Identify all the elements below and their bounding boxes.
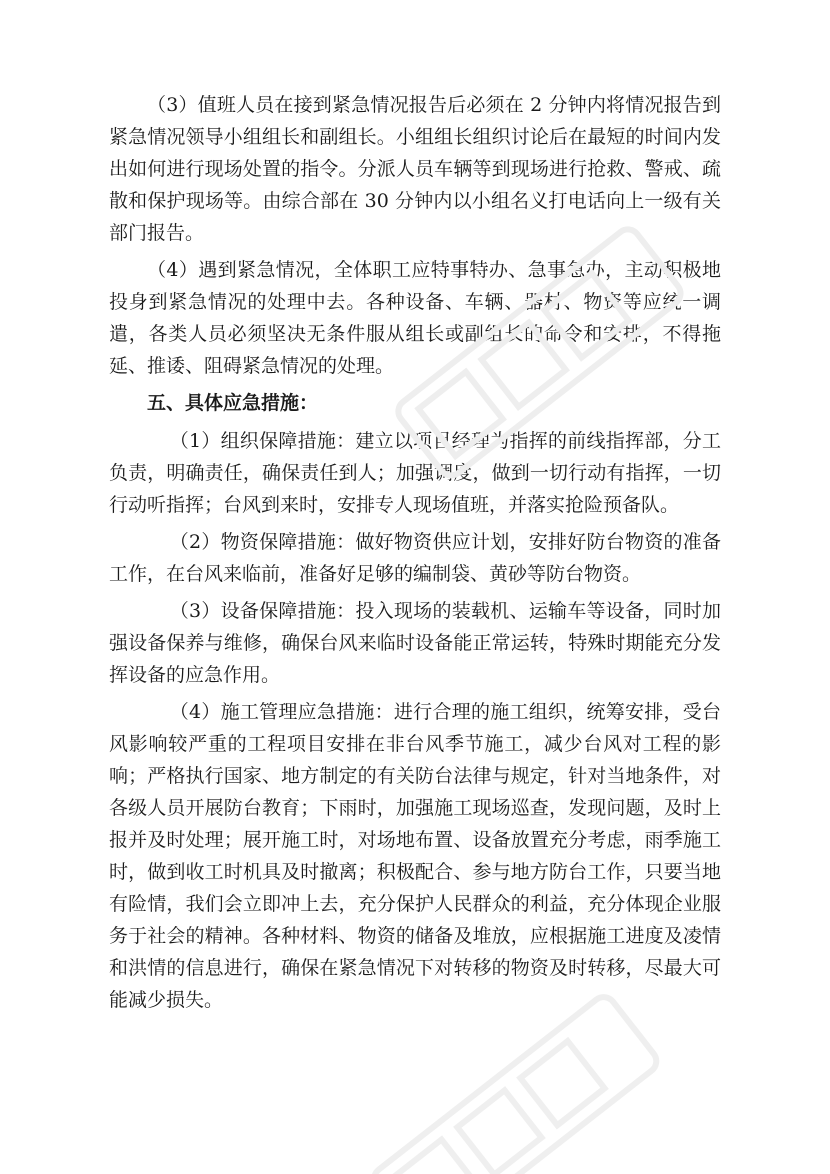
paragraph-all-staff: （4）遇到紧急情况，全体职工应特事特办、急事急办，主动积极地投身到紧急情况的处理中去。各种设备、车辆、器材、物资等应统一调遣，各类人员必须坚决无条件服从组长或副组长的命令和安排，不得拖延、推诿、阻碍紧急情况的处理。 xyxy=(109,259,721,377)
paragraph-duty-report: （3）值班人员在接到紧急情况报告后必须在 2 分钟内将情况报告到紧急情况领导小组组长和副组长。小组组长组织讨论后在最短的时间内发出如何进行现场处置的指令。分派人员车辆等到现场进行抢救、警戒、疏散和保护现场等。由综合部在 30 分钟内以小组名义打电话向上一级有关部门报告。 xyxy=(109,94,721,244)
measure-equipment: （3）设备保障措施：投入现场的装载机、运输车等设备，同时加强设备保养与维修，确保台风来临时设备能正常运转，特殊时期能充分发挥设备的应急作用。 xyxy=(109,600,721,686)
document-body xyxy=(109,89,721,1021)
measure-materials: （2）物资保障措施：做好物资供应计划，安排好防台物资的准备工作，在台风来临前，准备好足够的编制袋、黄砂等防台物资。 xyxy=(109,531,721,585)
section-heading: 五、具体应急措施： xyxy=(147,392,319,414)
measure-construction-management: （4）施工管理应急措施：进行合理的施工组织，统筹安排，受台风影响较严重的工程项目安排在非台风季节施工，减少台风对工程的影响；严格执行国家、地方制定的有关防台法律与规定，针对当地条件，对各级人员开展防台教育；下雨时，加强施工现场巡查，发现问题，及时上报并及时处理；展开施工时，对场地布置、设备放置充分考虑，雨季施工时，做到收工时机具及时撤离；积极配合、参与地方防台工作，只要当地有险情，我们会立即冲上去，充分保护人民群众的利益，充分体现企业服务于社会的精神。各种材料、物资的储备及堆放，应根据施工进度及凌情和洪情的信息进行，确保在紧急情况下对转移的物资及时转移，尽最大可能减少损失。 xyxy=(109,701,721,1011)
measure-organization: （1）组织保障措施：建立以项目经理为指挥的前线指挥部，分工负责，明确责任，确保责任到人；加强调度，做到一切行动有指挥，一切行动听指挥；台风到来时，安排专人现场值班，并落实抢险预备队。 xyxy=(109,430,721,516)
